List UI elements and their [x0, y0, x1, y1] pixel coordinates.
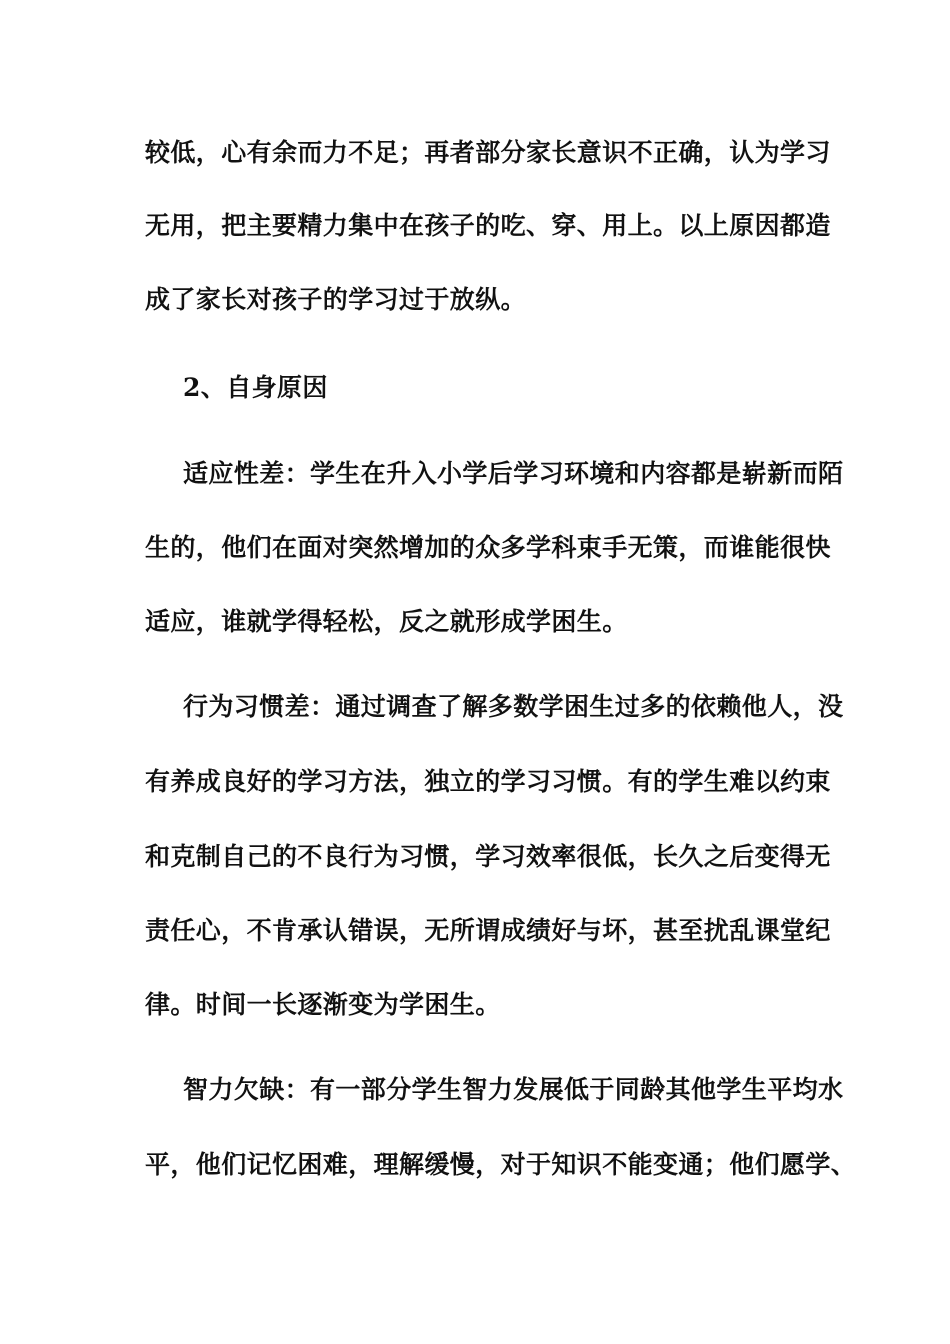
paragraph-line: 平，他们记忆困难，理解缓慢，对于知识不能变通；他们愿学、 [145, 1150, 857, 1179]
paragraph-line: 和克制自己的不良行为习惯，学习效率很低，长久之后变得无 [145, 842, 831, 871]
paragraph-line: 责任心，不肯承认错误，无所谓成绩好与坏，甚至扰乱课堂纪 [145, 916, 831, 945]
paragraph-line: 律。时间一长逐渐变为学困生。 [145, 990, 501, 1019]
paragraph-line: 适应性差：学生在升入小学后学习环境和内容都是崭新而陌 [183, 459, 844, 488]
paragraph-line: 智力欠缺：有一部分学生智力发展低于同龄其他学生平均水 [183, 1075, 844, 1104]
paragraph-line: 有养成良好的学习方法，独立的学习习惯。有的学生难以约束 [145, 767, 831, 796]
paragraph-line: 生的，他们在面对突然增加的众多学科束手无策，而谁能很快 [145, 533, 831, 562]
paragraph-line: 较低，心有余而力不足；再者部分家长意识不正确，认为学习 [145, 138, 831, 167]
paragraph-line: 适应，谁就学得轻松，反之就形成学困生。 [145, 607, 628, 636]
paragraph-line: 成了家长对孩子的学习过于放纵。 [145, 285, 527, 314]
section-heading: 2、自身原因 [183, 373, 328, 402]
paragraph-line: 无用，把主要精力集中在孩子的吃、穿、用上。以上原因都造 [145, 211, 831, 240]
paragraph-line: 行为习惯差：通过调查了解多数学困生过多的依赖他人，没 [183, 692, 844, 721]
